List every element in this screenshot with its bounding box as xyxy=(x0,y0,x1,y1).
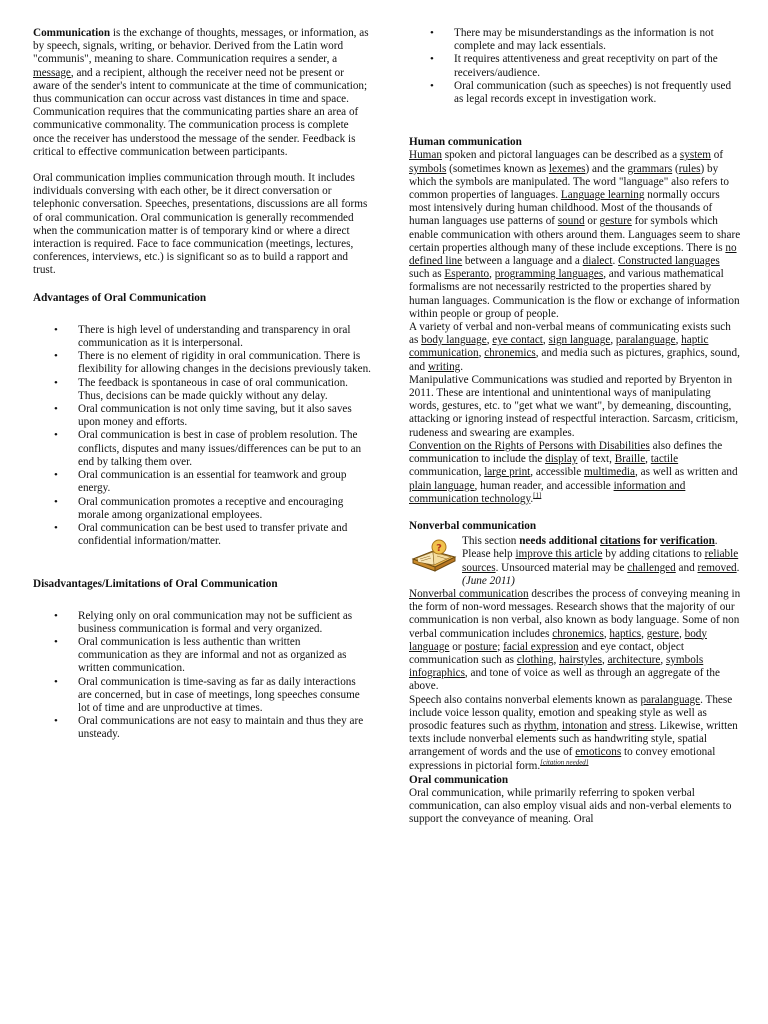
inline-link[interactable]: removed xyxy=(697,561,737,574)
disadvantage-item: • Oral communication is less authentic than written communication as they are informal and not as organized as written communication. xyxy=(33,636,371,676)
inline-link[interactable]: no defined line xyxy=(409,241,737,268)
inline-link[interactable]: Braille xyxy=(614,453,646,466)
disadvantage-item: • Relying only on oral communication may not be sufficient as business communication is formal and very organized. xyxy=(33,610,371,636)
limitation-item: • It requires attentiveness and great receptivity on part of the receivers/audience. xyxy=(409,53,741,79)
human-communication-paragraph-2: A variety of verbal and non-verbal means of communicating exists such as body language, eye contact, sign language, paralanguage, haptic communication, chronemics, and media such as pictures, graphics, sound, and writing. xyxy=(409,321,740,373)
advantage-item: • There is high level of understanding and transparency in oral communication as it is interpersonal. xyxy=(33,324,371,350)
inline-link[interactable]: symbols xyxy=(409,162,447,175)
inline-link[interactable]: programming languages xyxy=(494,268,604,281)
inline-link[interactable]: improve this article xyxy=(515,548,603,561)
inline-link[interactable]: reliable sources xyxy=(462,548,739,574)
advantage-item: • Oral communication promotes a receptive and encouraging morale among organizational employees. xyxy=(33,496,371,522)
inline-link[interactable]: message xyxy=(33,66,71,79)
inline-link[interactable]: gesture xyxy=(599,215,632,228)
inline-text: Communication xyxy=(33,27,111,39)
inline-link[interactable]: rhythm xyxy=(523,719,557,732)
inline-link[interactable]: clothing xyxy=(516,653,554,666)
inline-link[interactable]: paralanguage xyxy=(615,334,676,347)
limitation-item: • There may be misunderstandings as the information is not complete and may lack essentials. xyxy=(409,27,741,53)
inline-link[interactable]: body language xyxy=(409,627,707,653)
citation-notice-box xyxy=(409,535,741,588)
human-communication-heading: Human communication xyxy=(409,136,522,149)
inline-link[interactable]: dialect xyxy=(582,255,613,268)
oral-communication-paragraph: Oral communication implies communication through mouth. It includes individuals conversing with each other, be it direct conversation or telephonic conversation. Speeches, presentations, discussions are all forms of oral communication. Oral communication is generally recommended when the communication matter is of temporary kind or where a direct interaction is required. Face to face communication (meetings, lectures, conferences, interviews, etc.) is significant so as to build a rapport and trust. xyxy=(33,172,368,277)
book-question-icon xyxy=(409,537,461,577)
inline-link[interactable]: Language learning xyxy=(560,189,645,202)
inline-link[interactable]: [citation needed] xyxy=(540,757,589,766)
nonverbal-communication-heading: Nonverbal communication xyxy=(409,519,537,532)
right-column xyxy=(409,27,741,827)
inline-link[interactable]: Human xyxy=(409,149,442,162)
inline-link[interactable]: symbols xyxy=(665,653,704,666)
inline-link[interactable]: sound xyxy=(557,215,585,228)
inline-link[interactable]: large print xyxy=(484,466,531,479)
inline-link[interactable]: architecture xyxy=(607,653,661,666)
advantage-item: • Oral communication is not only time saving, but it also saves upon money and efforts. xyxy=(33,403,371,429)
inline-link[interactable]: lexemes xyxy=(548,162,586,175)
intro-paragraph: Communication is the exchange of thoughts, messages, or information, as by speech, signals, writing, or behavior. Derived from the Latin word "communis", meaning to share. Communication requires a sender, a message, and a recipient, although the receiver need not be present or aware of the sender's intent to communicate at the time of communication; thus communication can occur across vast distances in time and space. Communication requires that the communicating parties share an area of communicative commonality. The communication process is complete once the receiver has understood the message of the sender. Feedback is critical to effective communication between participants. xyxy=(33,27,369,158)
inline-link[interactable]: hairstyles xyxy=(559,653,602,666)
inline-link[interactable]: Nonverbal communication xyxy=(409,587,529,600)
disadvantage-item: • Oral communications are not easy to maintain and thus they are unsteady. xyxy=(33,715,371,741)
disadvantages-list xyxy=(33,610,371,742)
inline-link[interactable]: stress xyxy=(629,719,654,732)
inline-link[interactable]: information and communication technology xyxy=(409,479,686,505)
inline-link[interactable]: sign language xyxy=(548,334,611,347)
inline-link[interactable]: chronemics xyxy=(552,627,604,640)
inline-link[interactable]: multimedia xyxy=(584,466,636,479)
inline-link[interactable]: system xyxy=(679,149,711,162)
human-communication-paragraph-3: Manipulative Communications was studied and reported by Bryenton in 2011. These are intentional and unintentional ways of manipulating words, gestures, etc. to "get what we want", by demeaning, discounting, attacking or ignoring instead of respectful interaction. Sarcasm, criticism, rudeness and swearing are examples. xyxy=(409,373,738,439)
inline-link[interactable]: Convention on the Rights of Persons with Disabilities xyxy=(409,439,650,452)
disadvantage-item: • Oral communication is time-saving as far as daily interactions are concerned, but in case of meetings, long speeches consume lot of time and are unproductive at times. xyxy=(33,676,371,716)
inline-text: for xyxy=(640,535,661,548)
inline-link[interactable]: eye contact xyxy=(492,334,543,347)
advantages-heading: Advantages of Oral Communication xyxy=(33,291,207,304)
advantage-item: • There is no element of rigidity in oral communication. There is flexibility for allowing changes in the decisions previously taken. xyxy=(33,350,371,376)
citation-notice-text: This section needs additional citations for verification. Please help improve this article by adding citations to reliable sources. Unsourced material may be challenged and removed. (June 2011) xyxy=(462,535,740,587)
nonverbal-paragraph-1: Nonverbal communication describes the process of conveying meaning in the form of non-word messages. Research shows that the majority of our communication is non verbal, also known as body language. Some of non verbal communication includes chronemics, haptics, gesture, body language or posture; facial expression and eye contact, object communication such as clothing, hairstyles, architecture, symbols infographics, and tone of voice as well as through an aggregate of the above. xyxy=(409,587,741,693)
advantages-list xyxy=(33,324,371,548)
inline-link[interactable]: posture xyxy=(464,640,498,653)
left-column xyxy=(33,27,371,742)
inline-link[interactable]: Esperanto xyxy=(444,268,490,281)
inline-link[interactable]: Constructed languages xyxy=(618,255,720,268)
inline-link[interactable]: rules xyxy=(678,162,701,175)
advantage-item: • Oral communication is an essential for teamwork and group energy. xyxy=(33,469,371,495)
inline-link[interactable]: verification xyxy=(660,535,715,548)
limitation-item: • Oral communication (such as speeches) is not frequently used as legal records except in investigation work. xyxy=(409,80,741,106)
inline-text: (June 2011) xyxy=(462,574,515,587)
disadvantages-heading: Disadvantages/Limitations of Oral Communication xyxy=(33,578,278,591)
limitations-continued-list xyxy=(409,27,741,106)
inline-link[interactable]: [1] xyxy=(533,490,542,499)
inline-link[interactable]: challenged xyxy=(627,561,676,574)
inline-link[interactable]: emoticons xyxy=(575,746,622,759)
nonverbal-paragraph-2: Speech also contains nonverbal elements known as paralanguage. These include voice lesson quality, emotion and speaking style as well as prosodic features such as rhythm, intonation and stress. Likewise, written texts include nonverbal elements such as handwriting style, spatial arrangement of words and the use of emoticons to convey emotional expressions in pictorial form.[citation needed] xyxy=(409,693,738,772)
advantage-item: • Oral communication is best in case of problem resolution. The conflicts, disputes and many issues/differences can be put to an end by talking them over. xyxy=(33,429,371,469)
inline-link[interactable]: paralanguage xyxy=(640,693,701,706)
advantage-item: • The feedback is spontaneous in case of oral communication. Thus, decisions can be made quickly without any delay. xyxy=(33,377,371,403)
inline-link[interactable]: haptic communication xyxy=(409,334,709,360)
svg-text:?: ? xyxy=(436,543,442,555)
inline-link[interactable]: chronemics xyxy=(484,347,536,360)
oral-communication-heading: Oral communication xyxy=(409,773,509,786)
inline-link[interactable]: plain language xyxy=(409,479,475,492)
inline-link[interactable]: writing xyxy=(427,360,461,373)
human-communication-paragraph-4: Convention on the Rights of Persons with Disabilities also defines the communication to include the display of text, Braille, tactile communication, large print, accessible multimedia, as well as written and plain language, human reader, and accessible information and communication technology.[1] xyxy=(409,439,738,505)
inline-link[interactable]: citations xyxy=(600,535,641,548)
inline-link[interactable]: body language xyxy=(421,334,487,347)
human-communication-paragraph-1: Human spoken and pictoral languages can be described as a system of symbols (sometimes known as lexemes) and the grammars (rules) by which the symbols are manipulated. The word "language" also refers to common properties of languages. Language learning normally occurs most intensively during human childhood. Most of the thousands of human languages use patterns of sound or gesture for symbols which enable communication with others around them. Languages seem to share certain properties although many of these include exceptions. There is no defined line between a language and a dialect. Constructed languages such as Esperanto, programming languages, and various mathematical formalisms are not necessarily restricted to the properties shared by human languages. Communication is the flow or exchange of information within people or group of people. xyxy=(409,149,741,320)
inline-text: needs additional xyxy=(519,535,601,548)
inline-link[interactable]: intonation xyxy=(561,719,608,732)
inline-link[interactable]: gesture xyxy=(646,627,680,640)
inline-link[interactable]: infographics xyxy=(409,667,465,680)
inline-link[interactable]: haptics xyxy=(609,627,642,640)
inline-link[interactable]: facial expression xyxy=(503,640,579,653)
oral-communication-text: Oral communication, while primarily referring to spoken verbal communication, can also employ visual aids and non-verbal elements to support the conveyance of meaning. Oral xyxy=(409,786,732,826)
inline-link[interactable]: tactile xyxy=(650,453,679,466)
advantage-item: • Oral communication can be best used to transfer private and confidential information/matter. xyxy=(33,522,371,548)
inline-link[interactable]: display xyxy=(545,453,578,466)
inline-link[interactable]: grammars xyxy=(627,162,673,175)
